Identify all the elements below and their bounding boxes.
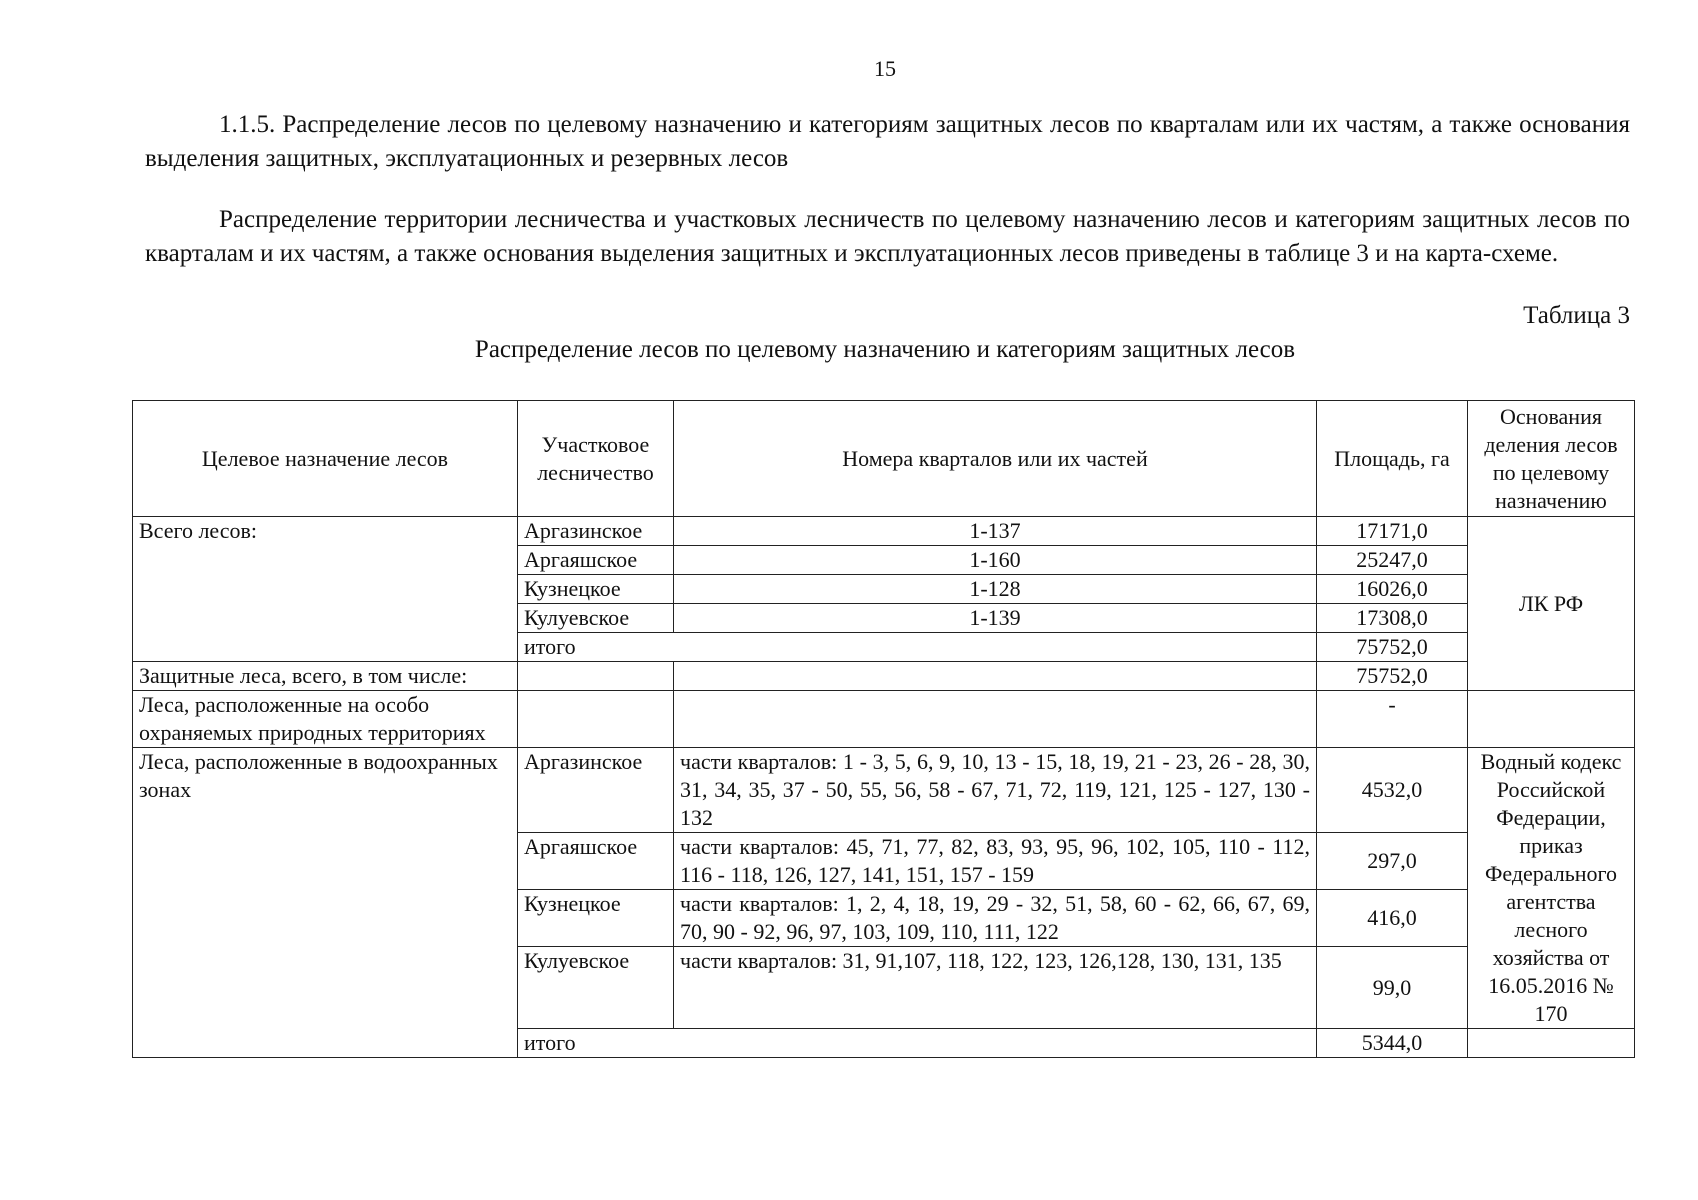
total-basis: ЛК РФ <box>1468 517 1635 691</box>
area-cell: 17308,0 <box>1317 604 1468 633</box>
quarters-cell: части кварталов: 45, 71, 77, 82, 83, 93, 95, 96, 102, 105, 110 - 112, 116 - 118, 126, 127, 141, 151, 157 - 159 <box>674 833 1317 890</box>
district-cell: Кузнецкое <box>518 575 674 604</box>
area-cell: 416,0 <box>1317 890 1468 947</box>
table-row <box>133 691 1635 748</box>
district-cell: Аргаяшское <box>518 833 674 890</box>
forest-distribution-table <box>132 400 1635 1058</box>
area-cell: 297,0 <box>1317 833 1468 890</box>
empty-cell <box>1468 691 1635 748</box>
header-basis: Основания деления лесов по целевому назначению <box>1468 401 1635 517</box>
water-basis: Водный кодекс Российской Федерации, приказ Федерального агентства лесного хозяйства от 16.05.2016 № 170 <box>1468 748 1635 1029</box>
district-cell: Аргазинское <box>518 748 674 833</box>
area-cell: 17171,0 <box>1317 517 1468 546</box>
header-district: Участковое лесничество <box>518 401 674 517</box>
table-label: Таблица 3 <box>1523 302 1630 329</box>
area-cell: 16026,0 <box>1317 575 1468 604</box>
water-label: Леса, расположенные в водоохранных зонах <box>133 748 518 1058</box>
quarters-cell: 1-139 <box>674 604 1317 633</box>
area-cell: 25247,0 <box>1317 546 1468 575</box>
district-cell: Аргаяшское <box>518 546 674 575</box>
district-cell: Кулуевское <box>518 947 674 1029</box>
quarters-cell: части кварталов: 31, 91,107, 118, 122, 123, 126,128, 130, 131, 135 <box>674 947 1317 1029</box>
empty-cell <box>518 662 674 691</box>
header-purpose: Целевое назначение лесов <box>133 401 518 517</box>
district-cell: Аргазинское <box>518 517 674 546</box>
area-cell: 99,0 <box>1317 947 1468 1029</box>
table-row <box>133 748 1635 833</box>
district-cell: Кузнецкое <box>518 890 674 947</box>
quarters-cell: 1-160 <box>674 546 1317 575</box>
quarters-cell: 1-128 <box>674 575 1317 604</box>
oopt-label: Леса, расположенные на особо охраняемых природных территориях <box>133 691 518 748</box>
protective-label: Защитные леса, всего, в том числе: <box>133 662 518 691</box>
itogo-area: 5344,0 <box>1317 1029 1468 1058</box>
quarters-cell: 1-137 <box>674 517 1317 546</box>
section-heading: 1.1.5. Распределение лесов по целевому назначению и категориям защитных лесов по кварталам или их частям, а также основания выделения защитных, эксплуатационных и резервных лесов <box>145 111 1630 172</box>
table-header-row <box>133 401 1635 517</box>
protective-area: 75752,0 <box>1317 662 1468 691</box>
itogo-area: 75752,0 <box>1317 633 1468 662</box>
table-caption: Распределение лесов по целевому назначению и категориям защитных лесов <box>474 336 1296 363</box>
empty-cell <box>674 662 1317 691</box>
district-cell: Кулуевское <box>518 604 674 633</box>
table-row <box>133 517 1635 546</box>
page-number: 15 <box>874 56 896 81</box>
oopt-area: - <box>1317 691 1468 748</box>
quarters-cell: части кварталов: 1, 2, 4, 18, 19, 29 - 32, 51, 58, 60 - 62, 66, 67, 69, 70, 90 - 92, 96, 97, 103, 109, 110, 111, 122 <box>674 890 1317 947</box>
quarters-cell: части кварталов: 1 - 3, 5, 6, 9, 10, 13 - 15, 18, 19, 21 - 23, 26 - 28, 30, 31, 34, 35, 37 - 50, 55, 56, 58 - 67, 71, 72, 119, 121, 125 - 127, 130 - 132 <box>674 748 1317 833</box>
header-area: Площадь, га <box>1317 401 1468 517</box>
table-row <box>133 662 1635 691</box>
itogo-label: итого <box>518 1029 1317 1058</box>
area-cell: 4532,0 <box>1317 748 1468 833</box>
empty-cell <box>674 691 1317 748</box>
empty-cell <box>1468 1029 1635 1058</box>
itogo-label: итого <box>518 633 1317 662</box>
header-quarters: Номера кварталов или их частей <box>674 401 1317 517</box>
body-paragraph: Распределение территории лесничества и участковых лесничеств по целевому назначению лесов и категориям защитных лесов по кварталам и их частям, а также основания выделения защитных и эксплуатационных лесов приведены в таблице 3 и на карта-схеме. <box>145 206 1630 267</box>
total-label: Всего лесов: <box>133 517 518 662</box>
empty-cell <box>518 691 674 748</box>
